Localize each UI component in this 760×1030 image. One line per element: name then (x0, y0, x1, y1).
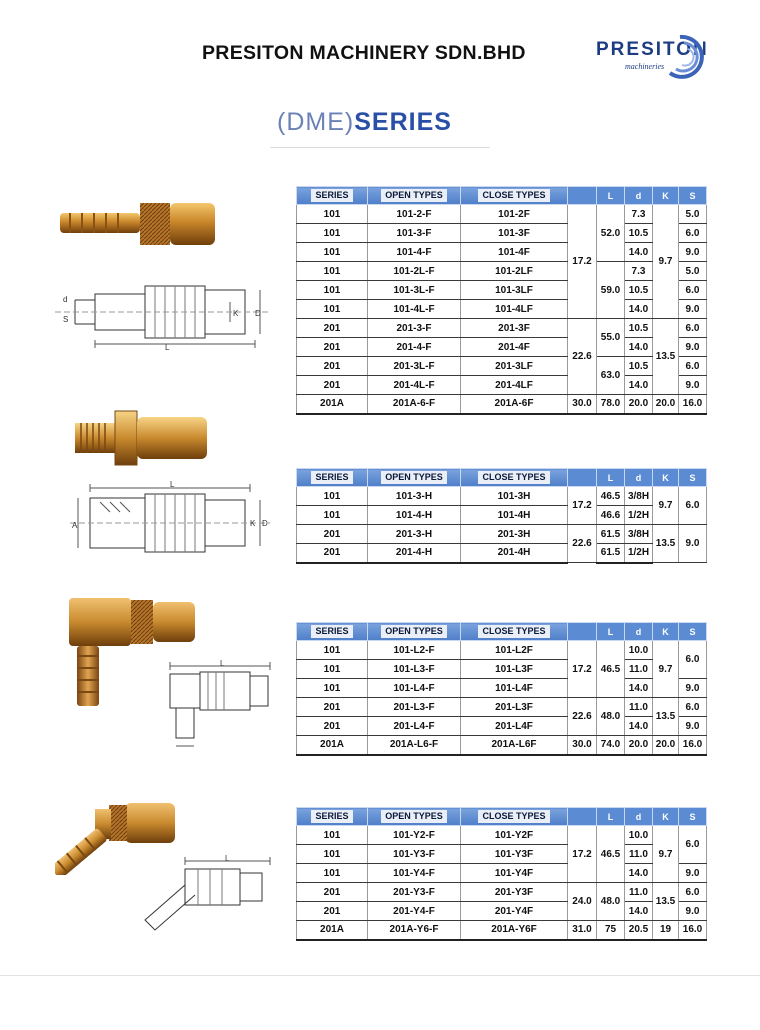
table-cell: 6.0 (679, 281, 707, 300)
table-row (297, 679, 707, 698)
table-cell: 201A-Y6-F (368, 921, 461, 940)
table-cell: 101-4F (461, 243, 568, 262)
table-cell: 101 (297, 262, 368, 281)
table-cell: 201-3H (461, 525, 568, 544)
table-cell: 20.0 (653, 395, 679, 414)
table-row (297, 243, 707, 262)
svg-text:L: L (220, 660, 225, 668)
table-cell: 9.0 (679, 717, 707, 736)
logo-wordmark: PRESITON (596, 39, 709, 60)
col-g (568, 623, 597, 641)
table-cell: 61.5 (597, 525, 625, 544)
table-cell: 201A-L6F (461, 736, 568, 755)
elbow-coupler-drawing (150, 660, 280, 755)
table-cell: 201 (297, 544, 368, 563)
col-series: SERIES (297, 469, 368, 487)
table-cell: 201A-L6-F (368, 736, 461, 755)
table-cell: 6.0 (679, 641, 707, 679)
table-cell: 9.0 (679, 376, 707, 395)
table-row (297, 338, 707, 357)
logo-swoosh-icon (662, 33, 718, 81)
table-cell: 101-4H (461, 506, 568, 525)
table-row (297, 641, 707, 660)
table-cell: 1/2H (625, 506, 653, 525)
table-cell: 101 (297, 864, 368, 883)
col-d: d (625, 808, 653, 826)
table-cell: 201-4LF (461, 376, 568, 395)
table-cell: 201 (297, 698, 368, 717)
table-cell: 20.5 (625, 921, 653, 940)
table-cell: 101-L4F (461, 679, 568, 698)
table-cell: 101-4-H (368, 506, 461, 525)
table-cell: 201 (297, 717, 368, 736)
svg-text:D: D (255, 309, 261, 318)
table-cell: 9.0 (679, 300, 707, 319)
table-cell: 10.0 (625, 826, 653, 845)
table-cell: 13.5 (653, 319, 679, 395)
table-cell: 46.5 (597, 641, 625, 698)
col-g (568, 808, 597, 826)
table-cell: 61.5 (597, 544, 625, 563)
table-cell: 101-4LF (461, 300, 568, 319)
table-cell: 10.5 (625, 319, 653, 338)
table-row (297, 300, 707, 319)
col-s: S (679, 808, 707, 826)
spec-table-1 (296, 186, 707, 415)
table-cell: 101-2L-F (368, 262, 461, 281)
table-cell: 101 (297, 679, 368, 698)
table-cell: 101 (297, 487, 368, 506)
table-cell: 30.0 (568, 395, 597, 414)
table-row (297, 319, 707, 338)
table-cell: 201-3-H (368, 525, 461, 544)
table-row (297, 262, 707, 281)
table-cell: 201-Y3-F (368, 883, 461, 902)
table-cell: 14.0 (625, 300, 653, 319)
table-cell: 101-3L-F (368, 281, 461, 300)
table-cell: 20.0 (653, 736, 679, 755)
table-cell: 7.3 (625, 262, 653, 281)
threaded-coupler-drawing (70, 480, 270, 570)
table-cell: 101-L4-F (368, 679, 461, 698)
table-cell: 201A-6-F (368, 395, 461, 414)
col-close-types: CLOSE TYPES (461, 623, 568, 641)
table-cell: 11.0 (625, 845, 653, 864)
table-row (297, 525, 707, 544)
spec-table-3 (296, 622, 707, 756)
col-series: SERIES (297, 623, 368, 641)
table-cell: 201A (297, 921, 368, 940)
table-cell: 201-4-F (368, 338, 461, 357)
table-cell: 101-L3F (461, 660, 568, 679)
table-cell: 7.3 (625, 205, 653, 224)
table-cell: 75 (597, 921, 625, 940)
table-cell: 6.0 (679, 319, 707, 338)
company-name: PRESITON MACHINERY SDN.BHD (202, 42, 526, 64)
table-cell: 30.0 (568, 736, 597, 755)
table-cell: 6.0 (679, 357, 707, 376)
table-cell: 10.5 (625, 357, 653, 376)
svg-text:S: S (63, 315, 69, 324)
svg-text:A: A (72, 521, 78, 530)
col-k: K (653, 623, 679, 641)
table-cell: 24.0 (568, 883, 597, 921)
table-cell: 101 (297, 281, 368, 300)
table-cell: 46.6 (597, 506, 625, 525)
col-k: K (653, 808, 679, 826)
table-row (297, 205, 707, 224)
table-cell: 6.0 (679, 826, 707, 864)
table-cell: 6.0 (679, 883, 707, 902)
table-cell: 101 (297, 224, 368, 243)
svg-text:K: K (233, 309, 239, 318)
table-cell: 13.5 (653, 525, 679, 563)
col-open-types: OPEN TYPES (368, 187, 461, 205)
table-cell: 14.0 (625, 338, 653, 357)
table-cell: 6.0 (679, 698, 707, 717)
table-row (297, 376, 707, 395)
table-cell: 201-Y3F (461, 883, 568, 902)
table-cell: 201-Y4-F (368, 902, 461, 921)
table-cell: 9.0 (679, 243, 707, 262)
table-cell: 101-3-F (368, 224, 461, 243)
table-cell: 9.0 (679, 864, 707, 883)
table-row (297, 717, 707, 736)
table-cell: 55.0 (597, 319, 625, 357)
table-cell: 20.0 (625, 736, 653, 755)
table-cell: 14.0 (625, 864, 653, 883)
spec-table-2 (296, 468, 707, 564)
col-close-types: CLOSE TYPES (461, 187, 568, 205)
table-cell: 201-4L-F (368, 376, 461, 395)
table-cell: 101-L3-F (368, 660, 461, 679)
table-cell: 201 (297, 357, 368, 376)
table-row (297, 506, 707, 525)
table-cell: 101 (297, 845, 368, 864)
table-cell: 201-Y4F (461, 902, 568, 921)
col-d: d (625, 623, 653, 641)
table-cell: 9.7 (653, 826, 679, 883)
col-l: L (597, 469, 625, 487)
table-cell: 201A-Y6F (461, 921, 568, 940)
col-s: S (679, 469, 707, 487)
table-cell: 201 (297, 319, 368, 338)
page-title (277, 108, 452, 137)
table-cell: 101-Y3F (461, 845, 568, 864)
table-cell: 11.0 (625, 660, 653, 679)
table-cell: 59.0 (597, 262, 625, 319)
table-cell: 101-2-F (368, 205, 461, 224)
table-cell: 17.2 (568, 641, 597, 698)
table-row (297, 487, 707, 506)
title-prefix: (DME) (277, 108, 355, 136)
table-cell: 101 (297, 641, 368, 660)
table-cell: 201 (297, 883, 368, 902)
table-row (297, 357, 707, 376)
table-row (297, 544, 707, 563)
footer-divider (0, 975, 760, 976)
table-cell: 5.0 (679, 205, 707, 224)
table-cell: 101-Y3-F (368, 845, 461, 864)
table-cell: 101 (297, 243, 368, 262)
table-row (297, 864, 707, 883)
svg-text:L: L (165, 343, 170, 352)
col-g (568, 187, 597, 205)
table-cell: 201-L3F (461, 698, 568, 717)
table-row (297, 224, 707, 243)
table-cell: 9.0 (679, 338, 707, 357)
table-cell: 201-4-H (368, 544, 461, 563)
table-cell: 22.6 (568, 319, 597, 395)
table-cell: 78.0 (597, 395, 625, 414)
table-cell: 101-3LF (461, 281, 568, 300)
table-cell: 101-3F (461, 224, 568, 243)
col-close-types: CLOSE TYPES (461, 469, 568, 487)
table-row (297, 845, 707, 864)
table-row (297, 921, 707, 940)
title-divider (270, 147, 490, 148)
table-cell: 9.0 (679, 902, 707, 921)
table-cell: 48.0 (597, 883, 625, 921)
table-cell: 201A (297, 736, 368, 755)
table-cell: 201 (297, 525, 368, 544)
table-cell: 14.0 (625, 679, 653, 698)
table-cell: 46.5 (597, 487, 625, 506)
svg-text:D: D (262, 519, 268, 528)
table-cell: 48.0 (597, 698, 625, 736)
table-cell: 13.5 (653, 883, 679, 921)
col-close-types: CLOSE TYPES (461, 808, 568, 826)
table-cell: 31.0 (568, 921, 597, 940)
table-cell: 101-Y4F (461, 864, 568, 883)
table-cell: 101-L2F (461, 641, 568, 660)
table-cell: 46.5 (597, 826, 625, 883)
col-k: K (653, 469, 679, 487)
table-cell: 201A (297, 395, 368, 414)
threaded-coupler-photo (75, 405, 210, 470)
table-cell: 20.0 (625, 395, 653, 414)
logo-subtitle: machineries (625, 62, 665, 71)
col-d: d (625, 469, 653, 487)
table-cell: 201 (297, 338, 368, 357)
table-cell: 101-3-H (368, 487, 461, 506)
angled-coupler-drawing (130, 855, 280, 935)
table-cell: 201-3L-F (368, 357, 461, 376)
svg-text:K: K (250, 519, 256, 528)
table-cell: 101-Y2-F (368, 826, 461, 845)
table-cell: 3/8H (625, 525, 653, 544)
table-cell: 22.6 (568, 525, 597, 563)
table-cell: 9.0 (679, 679, 707, 698)
table-row (297, 736, 707, 755)
table-cell: 201-4F (461, 338, 568, 357)
table-cell: 14.0 (625, 902, 653, 921)
table-cell: 201-L3-F (368, 698, 461, 717)
preston-logo (596, 31, 720, 83)
straight-coupler-drawing (55, 272, 270, 352)
col-l: L (597, 187, 625, 205)
svg-text:L: L (170, 480, 175, 489)
table-cell: 101-L2-F (368, 641, 461, 660)
table-cell: 17.2 (568, 205, 597, 319)
table-cell: 101-Y2F (461, 826, 568, 845)
col-d: d (625, 187, 653, 205)
table-cell: 14.0 (625, 243, 653, 262)
table-cell: 101 (297, 826, 368, 845)
table-cell: 14.0 (625, 376, 653, 395)
table-cell: 9.7 (653, 487, 679, 525)
col-l: L (597, 623, 625, 641)
table-cell: 1/2H (625, 544, 653, 563)
svg-text:d: d (63, 295, 68, 304)
col-s: S (679, 623, 707, 641)
table-row (297, 698, 707, 717)
table-cell: 6.0 (679, 487, 707, 525)
table-cell: 52.0 (597, 205, 625, 262)
table-row (297, 902, 707, 921)
table-cell: 201-L4-F (368, 717, 461, 736)
table-cell: 11.0 (625, 698, 653, 717)
table-cell: 201 (297, 902, 368, 921)
table-cell: 11.0 (625, 883, 653, 902)
table-cell: 201-L4F (461, 717, 568, 736)
table-cell: 5.0 (679, 262, 707, 281)
table-cell: 101 (297, 300, 368, 319)
table-cell: 101-3H (461, 487, 568, 506)
table-row (297, 281, 707, 300)
table-cell: 101 (297, 660, 368, 679)
title-main: SERIES (354, 108, 452, 136)
spec-table-4 (296, 807, 707, 941)
col-g (568, 469, 597, 487)
table-cell: 10.5 (625, 281, 653, 300)
table-cell: 9.7 (653, 641, 679, 698)
table-cell: 101-Y4-F (368, 864, 461, 883)
table-cell: 201A-6F (461, 395, 568, 414)
straight-coupler-photo (60, 195, 220, 255)
table-row (297, 883, 707, 902)
table-cell: 3/8H (625, 487, 653, 506)
table-cell: 201-3LF (461, 357, 568, 376)
table-cell: 17.2 (568, 826, 597, 883)
table-cell: 9.7 (653, 205, 679, 319)
table-cell: 201 (297, 376, 368, 395)
table-cell: 101-2F (461, 205, 568, 224)
table-row (297, 660, 707, 679)
table-cell: 9.0 (679, 525, 707, 563)
col-l: L (597, 808, 625, 826)
table-cell: 101-4L-F (368, 300, 461, 319)
table-cell: 101-2LF (461, 262, 568, 281)
svg-text:L: L (225, 855, 230, 863)
table-cell: 13.5 (653, 698, 679, 736)
table-cell: 101 (297, 205, 368, 224)
table-cell: 201-3-F (368, 319, 461, 338)
table-row (297, 395, 707, 414)
table-cell: 16.0 (679, 921, 707, 940)
table-cell: 22.6 (568, 698, 597, 736)
col-k: K (653, 187, 679, 205)
table-cell: 10.5 (625, 224, 653, 243)
table-cell: 101 (297, 506, 368, 525)
table-cell: 101-4-F (368, 243, 461, 262)
table-cell: 19 (653, 921, 679, 940)
table-cell: 201-3F (461, 319, 568, 338)
table-cell: 14.0 (625, 717, 653, 736)
table-cell: 201-4H (461, 544, 568, 563)
col-series: SERIES (297, 187, 368, 205)
table-cell: 63.0 (597, 357, 625, 395)
table-cell: 16.0 (679, 736, 707, 755)
col-open-types: OPEN TYPES (368, 469, 461, 487)
table-cell: 74.0 (597, 736, 625, 755)
col-open-types: OPEN TYPES (368, 623, 461, 641)
col-open-types: OPEN TYPES (368, 808, 461, 826)
col-series: SERIES (297, 808, 368, 826)
table-row (297, 826, 707, 845)
table-cell: 16.0 (679, 395, 707, 414)
col-s: S (679, 187, 707, 205)
table-cell: 10.0 (625, 641, 653, 660)
table-cell: 17.2 (568, 487, 597, 525)
table-cell: 6.0 (679, 224, 707, 243)
